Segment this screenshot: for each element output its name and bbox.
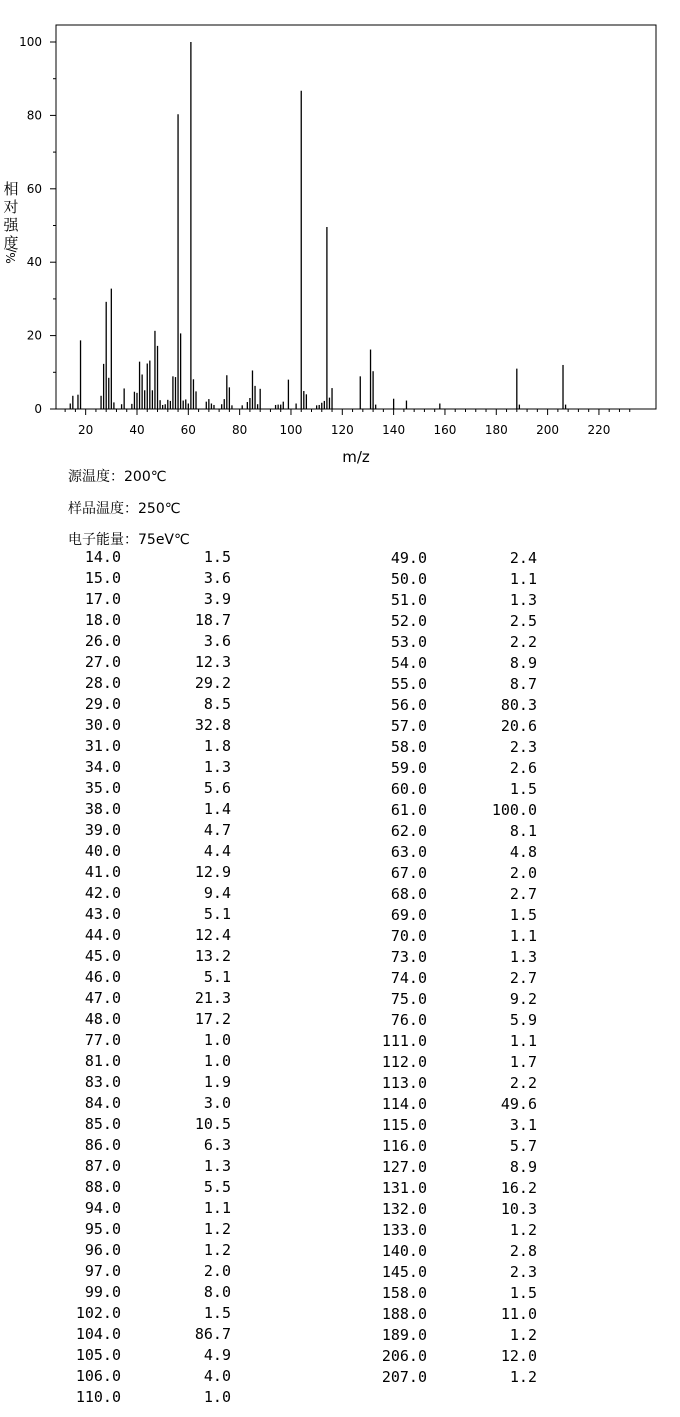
- peak-intensity: 1.7: [509, 1053, 537, 1071]
- peak-row: [0, 695, 680, 716]
- peak-row: [0, 947, 680, 968]
- peak-intensity: 1.1: [203, 1199, 231, 1217]
- peak-intensity: 1.1: [509, 570, 537, 588]
- peak-intensity: 9.2: [509, 990, 537, 1008]
- peak-mz: 63.0: [390, 843, 427, 861]
- y-axis-unit: %/: [4, 248, 18, 264]
- peak-mz: 85.0: [84, 1115, 121, 1133]
- y-axis-title-char: 强: [3, 216, 19, 234]
- peak-mz: 43.0: [84, 905, 121, 923]
- peak-mz: 140.0: [381, 1242, 427, 1260]
- peak-mz: 62.0: [390, 822, 427, 840]
- peak-mz: 30.0: [84, 716, 121, 734]
- x-tick-label: 140: [382, 423, 406, 437]
- peak-row: [0, 821, 680, 842]
- peak-mz: 87.0: [84, 1157, 121, 1175]
- peak-row: [0, 758, 680, 779]
- peak-mz: 96.0: [84, 1241, 121, 1259]
- peak-intensity: 1.5: [203, 548, 231, 566]
- mass-spectrum-chart: [0, 0, 680, 470]
- peak-mz: 69.0: [390, 906, 427, 924]
- peak-intensity: 1.3: [509, 591, 537, 609]
- peak-mz: 112.0: [381, 1053, 427, 1071]
- peak-intensity: 1.5: [509, 906, 537, 924]
- source-temperature: 源温度：200℃: [68, 469, 167, 485]
- peak-intensity: 1.5: [509, 780, 537, 798]
- peak-intensity: 4.8: [509, 843, 537, 861]
- y-axis-title-char: 度: [3, 234, 19, 252]
- peak-row: [0, 632, 680, 653]
- peak-intensity: 2.2: [509, 1074, 537, 1092]
- peak-mz: 84.0: [84, 1094, 121, 1112]
- peak-mz: 114.0: [381, 1095, 427, 1113]
- peak-intensity: 13.2: [194, 947, 231, 965]
- peak-intensity: 5.7: [509, 1137, 537, 1155]
- peak-intensity: 1.9: [203, 1073, 231, 1091]
- peak-row: [0, 884, 680, 905]
- x-tick-label: 60: [180, 423, 196, 437]
- peak-mz: 27.0: [84, 653, 121, 671]
- peak-mz: 61.0: [390, 801, 427, 819]
- peak-row: [0, 800, 680, 821]
- peak-mz: 70.0: [390, 927, 427, 945]
- peak-mz: 51.0: [390, 591, 427, 609]
- peak-mz: 46.0: [84, 968, 121, 986]
- peak-intensity: 2.7: [509, 885, 537, 903]
- peak-intensity: 4.9: [203, 1346, 231, 1364]
- peak-mz: 39.0: [84, 821, 121, 839]
- peak-intensity: 86.7: [194, 1325, 231, 1343]
- peak-mz: 116.0: [381, 1137, 427, 1155]
- peak-mz: 38.0: [84, 800, 121, 818]
- peak-mz: 47.0: [84, 989, 121, 1007]
- y-tick-label: 40: [26, 255, 42, 270]
- peak-row: [0, 989, 680, 1010]
- peak-row: [0, 611, 680, 632]
- peak-intensity: 100.0: [491, 801, 537, 819]
- peak-mz: 189.0: [381, 1326, 427, 1344]
- peak-mz: 15.0: [84, 569, 121, 587]
- peak-row: [0, 1178, 680, 1199]
- peak-intensity: 8.9: [509, 654, 537, 672]
- x-tick-label: 160: [433, 423, 457, 437]
- peak-mz: 29.0: [84, 695, 121, 713]
- peak-row: [0, 548, 680, 569]
- peak-mz: 95.0: [84, 1220, 121, 1238]
- peak-intensity: 18.7: [194, 611, 231, 629]
- peak-intensity: 2.3: [509, 738, 537, 756]
- x-axis: [65, 409, 630, 437]
- peak-row: [0, 737, 680, 758]
- peak-mz: 26.0: [84, 632, 121, 650]
- peak-row: [0, 926, 680, 947]
- peak-row: [0, 1262, 680, 1283]
- peak-row: [0, 653, 680, 674]
- y-axis: [19, 35, 56, 416]
- peak-intensity: 2.2: [509, 633, 537, 651]
- peak-intensity: 2.8: [509, 1242, 537, 1260]
- peak-intensity: 10.3: [500, 1200, 537, 1218]
- peak-mz: 106.0: [75, 1367, 121, 1385]
- peak-intensity: 20.6: [500, 717, 537, 735]
- peak-intensity: 8.7: [509, 675, 537, 693]
- peak-intensity: 1.2: [509, 1368, 537, 1386]
- y-axis-title: [3, 180, 19, 264]
- peak-intensity: 6.3: [203, 1136, 231, 1154]
- peak-intensity: 1.5: [203, 1304, 231, 1322]
- peak-intensity: 2.0: [509, 864, 537, 882]
- peak-mz: 45.0: [84, 947, 121, 965]
- peak-intensity: 17.2: [194, 1010, 231, 1028]
- peak-intensity: 49.6: [500, 1095, 537, 1113]
- peak-intensity: 1.0: [203, 1052, 231, 1070]
- peak-intensity: 5.1: [203, 968, 231, 986]
- peak-mz: 115.0: [381, 1116, 427, 1134]
- peak-mz: 131.0: [381, 1179, 427, 1197]
- peak-mz: 86.0: [84, 1136, 121, 1154]
- peak-row: [0, 716, 680, 737]
- peak-mz: 132.0: [381, 1200, 427, 1218]
- peak-intensity: 2.7: [509, 969, 537, 987]
- peak-mz: 31.0: [84, 737, 121, 755]
- peak-mz: 54.0: [390, 654, 427, 672]
- peak-intensity: 8.0: [203, 1283, 231, 1301]
- peak-row: [0, 1283, 680, 1304]
- peak-row: [0, 1367, 680, 1388]
- y-axis-title-char: 相: [3, 180, 19, 198]
- x-tick-label: 20: [78, 423, 94, 437]
- peak-mz: 104.0: [75, 1325, 121, 1343]
- x-tick-label: 200: [536, 423, 560, 437]
- peak-row: [0, 905, 680, 926]
- peak-mz: 81.0: [84, 1052, 121, 1070]
- peak-intensity: 1.3: [509, 948, 537, 966]
- peak-row: [0, 1304, 680, 1325]
- peak-mz: 53.0: [390, 633, 427, 651]
- peak-intensity: 12.0: [500, 1347, 537, 1365]
- peak-row: [0, 863, 680, 884]
- peak-intensity: 5.1: [203, 905, 231, 923]
- plot-frame: [56, 25, 656, 409]
- peak-mz: 40.0: [84, 842, 121, 860]
- peak-intensity: 1.2: [509, 1221, 537, 1239]
- peak-mz: 58.0: [390, 738, 427, 756]
- peak-mz: 28.0: [84, 674, 121, 692]
- x-tick-label: 120: [330, 423, 354, 437]
- peak-intensity: 1.3: [203, 1157, 231, 1175]
- peak-row: [0, 1199, 680, 1220]
- y-tick-label: 20: [26, 328, 42, 343]
- peak-intensity: 1.3: [203, 758, 231, 776]
- peak-mz: 34.0: [84, 758, 121, 776]
- peak-intensity: 4.7: [203, 821, 231, 839]
- peak-mz: 77.0: [84, 1031, 121, 1049]
- peak-intensity: 2.6: [509, 759, 537, 777]
- peak-row: [0, 1052, 680, 1073]
- peak-mz: 105.0: [75, 1346, 121, 1364]
- peak-intensity: 8.5: [203, 695, 231, 713]
- peak-mz: 14.0: [84, 548, 121, 566]
- peak-intensity: 1.5: [509, 1284, 537, 1302]
- y-axis-title-char: 对: [3, 198, 19, 216]
- peak-intensity: 1.2: [509, 1326, 537, 1344]
- peak-intensity: 2.3: [509, 1263, 537, 1281]
- peak-mz: 207.0: [381, 1368, 427, 1386]
- peak-intensity: 1.0: [203, 1388, 231, 1406]
- peak-row: [0, 1157, 680, 1178]
- peak-row: [0, 1136, 680, 1157]
- peak-intensity: 3.6: [203, 632, 231, 650]
- peak-row: [0, 674, 680, 695]
- peak-mz: 158.0: [381, 1284, 427, 1302]
- y-tick-label: 0: [34, 402, 42, 416]
- electron-energy: 电子能量：75eV℃: [68, 532, 190, 548]
- peak-row: [0, 1010, 680, 1031]
- peak-mz: 75.0: [390, 990, 427, 1008]
- peak-mz: 88.0: [84, 1178, 121, 1196]
- peak-intensity: 32.8: [194, 716, 231, 734]
- peak-intensity: 1.0: [203, 1031, 231, 1049]
- peak-row: [0, 968, 680, 989]
- peak-mz: 35.0: [84, 779, 121, 797]
- x-axis-title: m/z: [342, 448, 370, 466]
- peak-row: [0, 779, 680, 800]
- peak-mz: 17.0: [84, 590, 121, 608]
- peak-row: [0, 1325, 680, 1346]
- peak-intensity: 4.4: [203, 842, 231, 860]
- peak-mz: 83.0: [84, 1073, 121, 1091]
- x-tick-label: 80: [232, 423, 248, 437]
- peak-mz: 50.0: [390, 570, 427, 588]
- peak-mz: 42.0: [84, 884, 121, 902]
- peak-intensity: 9.4: [203, 884, 231, 902]
- peak-mz: 73.0: [390, 948, 427, 966]
- peak-mz: 48.0: [84, 1010, 121, 1028]
- peak-mz: 57.0: [390, 717, 427, 735]
- peak-mz: 52.0: [390, 612, 427, 630]
- peak-row: [0, 1241, 680, 1262]
- peak-intensity: 2.4: [509, 549, 537, 567]
- x-tick-label: 220: [587, 423, 611, 437]
- peak-intensity: 5.9: [509, 1011, 537, 1029]
- peak-mz: 97.0: [84, 1262, 121, 1280]
- peak-mz: 74.0: [390, 969, 427, 987]
- peak-intensity: 3.1: [509, 1116, 537, 1134]
- peak-row: [0, 590, 680, 611]
- peak-row: [0, 1387, 680, 1408]
- peak-mz: 102.0: [75, 1304, 121, 1322]
- peak-mz: 145.0: [381, 1263, 427, 1281]
- peak-row: [0, 569, 680, 590]
- peak-intensity: 29.2: [194, 674, 231, 692]
- peak-mz: 55.0: [390, 675, 427, 693]
- peak-intensity: 11.0: [500, 1305, 537, 1323]
- x-tick-label: 100: [279, 423, 303, 437]
- peak-mz: 94.0: [84, 1199, 121, 1217]
- peak-intensity: 21.3: [194, 989, 231, 1007]
- peak-intensity: 3.9: [203, 590, 231, 608]
- peak-mz: 68.0: [390, 885, 427, 903]
- peak-mz: 133.0: [381, 1221, 427, 1239]
- peak-row: [0, 1115, 680, 1136]
- peak-mz: 110.0: [75, 1388, 121, 1406]
- peak-mz: 67.0: [390, 864, 427, 882]
- peak-intensity: 8.1: [509, 822, 537, 840]
- peak-intensity: 80.3: [500, 696, 537, 714]
- peak-intensity: 8.9: [509, 1158, 537, 1176]
- peak-intensity: 12.4: [194, 926, 231, 944]
- peak-row: [0, 1346, 680, 1367]
- peak-mz: 49.0: [390, 549, 427, 567]
- peak-mz: 76.0: [390, 1011, 427, 1029]
- peak-intensity: 1.2: [203, 1241, 231, 1259]
- peak-mz: 188.0: [381, 1305, 427, 1323]
- peak-row: [0, 1094, 680, 1115]
- peak-intensity: 5.6: [203, 779, 231, 797]
- peak-intensity: 3.6: [203, 569, 231, 587]
- peak-intensity: 2.5: [509, 612, 537, 630]
- peak-intensity: 12.3: [194, 653, 231, 671]
- peak-intensity: 5.5: [203, 1178, 231, 1196]
- sample-temperature: 样品温度：250℃: [68, 501, 181, 517]
- peak-mz: 111.0: [381, 1032, 427, 1050]
- peak-intensity: 1.1: [509, 1032, 537, 1050]
- peak-row: [0, 1073, 680, 1094]
- peak-intensity: 12.9: [194, 863, 231, 881]
- peak-mz: 18.0: [84, 611, 121, 629]
- peak-intensity: 1.4: [203, 800, 231, 818]
- peak-mz: 56.0: [390, 696, 427, 714]
- y-tick-label: 80: [26, 108, 42, 123]
- peak-intensity: 10.5: [194, 1115, 231, 1133]
- peak-intensity: 1.2: [203, 1220, 231, 1238]
- spectrum-bars: [70, 42, 565, 409]
- peak-mz: 44.0: [84, 926, 121, 944]
- peak-mz: 41.0: [84, 863, 121, 881]
- peak-intensity: 1.8: [203, 737, 231, 755]
- peak-intensity: 1.1: [509, 927, 537, 945]
- x-tick-label: 180: [484, 423, 508, 437]
- peak-mz: 59.0: [390, 759, 427, 777]
- peak-intensity: 3.0: [203, 1094, 231, 1112]
- peak-intensity: 2.0: [203, 1262, 231, 1280]
- x-tick-label: 40: [129, 423, 145, 437]
- y-tick-label: 100: [19, 35, 42, 49]
- peak-mz: 206.0: [381, 1347, 427, 1365]
- peak-mz: 113.0: [381, 1074, 427, 1092]
- peak-mz: 99.0: [84, 1283, 121, 1301]
- peak-intensity: 4.0: [203, 1367, 231, 1385]
- peak-row: [0, 842, 680, 863]
- y-tick-label: 60: [26, 181, 42, 196]
- peak-row: [0, 1031, 680, 1052]
- peak-row: [0, 1220, 680, 1241]
- peak-intensity: 16.2: [500, 1179, 537, 1197]
- peak-mz: 60.0: [390, 780, 427, 798]
- peak-mz: 127.0: [381, 1158, 427, 1176]
